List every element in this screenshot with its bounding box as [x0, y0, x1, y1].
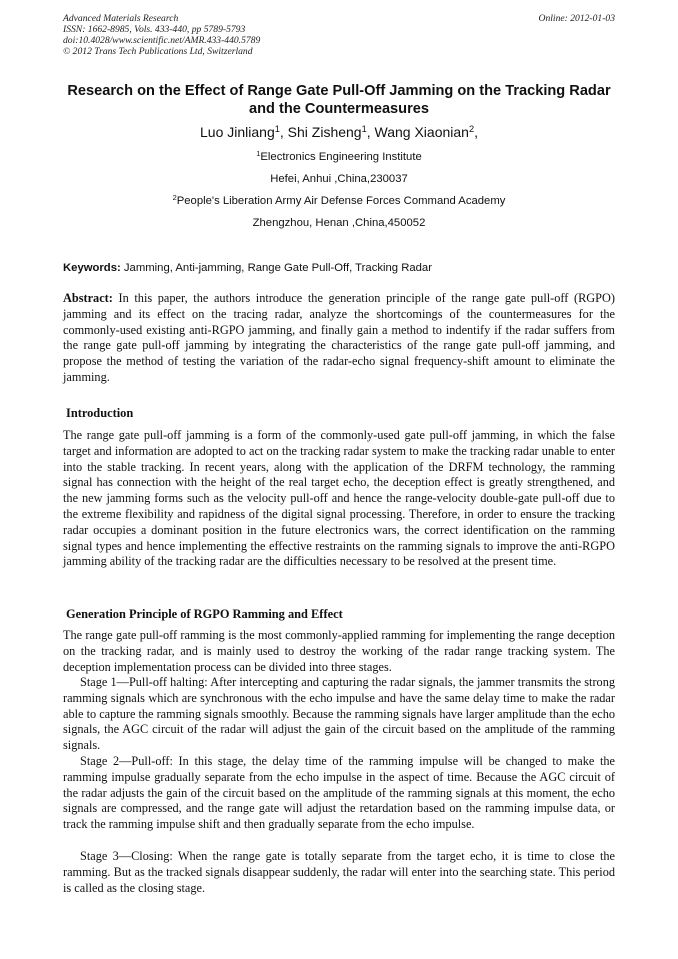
- affiliation-mark: 2: [172, 192, 177, 202]
- author-separator: ,: [366, 124, 375, 140]
- abstract: [63, 291, 615, 386]
- keywords-label: Keywords:: [63, 262, 121, 274]
- author-affiliation-mark: 2: [468, 123, 475, 134]
- generation-heading: Generation Principle of RGPO Ramming and Effect: [66, 607, 343, 621]
- stage-3-paragraph: Stage 3—Closing: When the range gate is totally separate from the target echo, it is time to close the ramming. But as the tracked signals disappear suddenly, the radar will enter into the searching state. This period is called as the closing stage.: [63, 849, 615, 895]
- stage-1-paragraph: Stage 1—Pull-off halting: After intercepting and capturing the radar signals, the jammer transmits the strong ramming signals which are synchronous with the echo impulse and have the same delay time to make the radar able to capture the ramming signals smoothly. Because the ramming signals have larger amplitude than the echo signals, the AGC circuit of the radar will adjust the gain of the circuit based on the amplitude of the ramming signals.: [63, 675, 615, 753]
- paper-title: Research on the Effect of Range Gate Pull-Off Jamming on the Tracking Radar and the Countermeasures: [67, 83, 611, 117]
- affiliations: [60, 146, 618, 234]
- affiliation-mark: 1: [256, 148, 261, 158]
- keywords-text: Jamming, Anti-jamming, Range Gate Pull-Off, Tracking Radar: [120, 262, 432, 274]
- affiliation-line: [60, 168, 618, 190]
- abstract-label: Abstract:: [63, 291, 113, 305]
- affiliation-text: People's Liberation Army Air Defense Forces Command Academy: [176, 195, 506, 207]
- keywords: [63, 260, 615, 276]
- online-date: Online: 2012-01-03: [538, 13, 615, 24]
- author-separator: ,: [279, 124, 288, 140]
- author-list: [60, 123, 618, 141]
- introduction-heading: Introduction: [66, 406, 134, 420]
- author-name: Luo Jinliang: [200, 124, 275, 140]
- issn-line: ISSN: 1662-8985, Vols. 433-440, pp 5789-5793: [63, 24, 246, 35]
- journal-name: Advanced Materials Research: [63, 13, 179, 24]
- author-name: Shi Zisheng: [287, 124, 362, 140]
- doi-line: doi:10.4028/www.scientific.net/AMR.433-440.5789: [63, 35, 261, 46]
- journal-info: [63, 13, 260, 57]
- generation-paragraph-intro: The range gate pull-off ramming is the most commonly-applied ramming for implementing the range deception on the tracking radar, and is mainly used to destroy the working of the radar range tracking system. The deception implementation process can be divided into three stages.: [63, 628, 615, 674]
- author-name: Wang Xiaonian: [374, 124, 469, 140]
- author-affiliation-mark: 1: [361, 123, 367, 134]
- affiliation-line: [60, 212, 618, 234]
- affiliation-text: Electronics Engineering Institute: [260, 151, 422, 163]
- copyright-line: © 2012 Trans Tech Publications Ltd, Switzerland: [63, 46, 253, 57]
- affiliation-line: [60, 190, 618, 212]
- author-separator: ,: [474, 124, 478, 140]
- affiliation-line: [60, 146, 618, 168]
- author-affiliation-mark: 1: [274, 123, 280, 134]
- affiliation-text: Zhengzhou, Henan ,China,450052: [252, 217, 426, 229]
- abstract-text: In this paper, the authors introduce the generation principle of the range gate pull-off (RGPO) jamming and its effect on the tracing radar, analyze the shortcomings of the countermeasures for the commonly-used existing anti-RGPO jamming, and finally gain a method to indentify if the radar suffers from the range gate pull-off jamming by integrating the characteristics of the range gate pull-off jamming, and propose the method of testing the variation of the radar-echo signal frequency-shift amount to eliminate the jamming.: [63, 291, 615, 384]
- affiliation-text: Hefei, Anhui ,China,230037: [270, 173, 408, 185]
- stage-2-paragraph: Stage 2—Pull-off: In this stage, the delay time of the ramming impulse will be changed to make the ramming impulse gradually separate from the echo impulse in the aspect of time. Because the AGC circuit of the radar adjusts the gain of the circuit based on the amplitude of the ramming signals at this moment, the echo signals are compressed, and the range gate will adjust the retardation based on the ramming impulse data, or track the ramming impulse shift and then gradually separate from the echo impulse.: [63, 754, 615, 832]
- introduction-paragraph: The range gate pull-off jamming is a form of the commonly-used gate pull-off jamming, in which the false target and information are adopted to act on the tracking radar system to make the tracking radar unable to enter into the stable tracking. In recent years, along with the application of the DRFM technology, the ramming signal has connection with the height of the real target echo, the deception effect is greatly strengthened, and the new jamming forms such as the velocity pull-off and hence the range-velocity double-gate pull-off due to the extreme flexibility and rapidness of the digital signal processing. Therefore, in order to ensure the tracking radar occupies a dominant position in the future electronics wars, the correct identification on the ramming signal types and hence implementing the effective restraints on the ramming signals to improve the anti-RGPO jamming ability of the tracking radar are the difficulties necessary to be resolved at the present time.: [63, 428, 615, 569]
